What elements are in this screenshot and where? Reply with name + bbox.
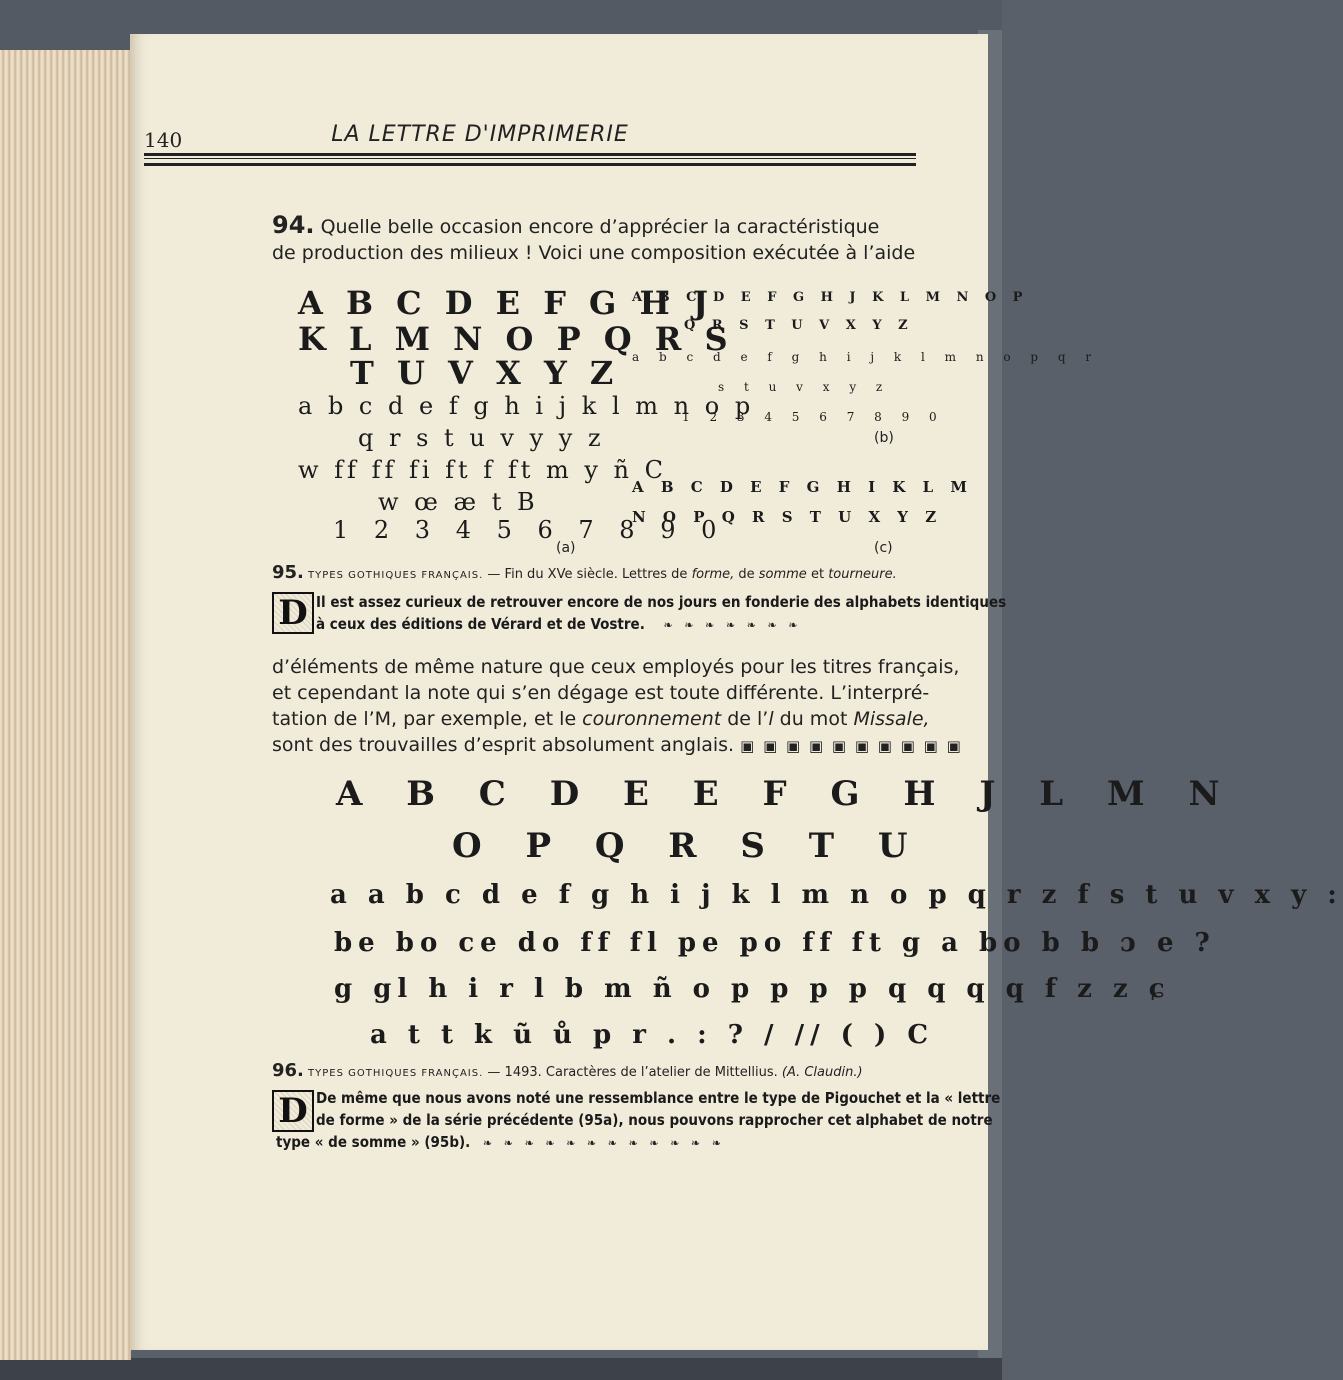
note1-dropcap: D [272, 592, 314, 634]
fig95-caption-tourneure: tourneure. [828, 567, 897, 582]
fig96-abbrev-row3: a t t k ũ ů p r . : ? / // ( ) C [370, 1020, 935, 1050]
fig95b-digits: 1 2 3 4 5 6 7 8 9 0 [682, 410, 945, 424]
note2-line3 [276, 1132, 725, 1153]
paragraph-line4-text: sont des trouvailles d’esprit absolument anglais. [272, 734, 735, 756]
fig95-caption-text: — Fin du XVe siècle. Lettres de [483, 567, 692, 582]
fig95b-lower-row2: s t u v x y z [718, 380, 891, 394]
paragraph-line1: d’éléments de même nature que ceux employés pour les titres français, [272, 656, 960, 678]
fig95-caption-types: TYPES GOTHIQUES FRANÇAIS. [308, 570, 484, 581]
paragraph-ornament: ▣ ▣ ▣ ▣ ▣ ▣ ▣ ▣ ▣ ▣ [740, 737, 963, 755]
fig96-caption-number: 96. [272, 1060, 304, 1081]
paragraph-line3 [272, 706, 930, 732]
note2-line1: De même que nous avons noté une ressemblance entre le type de Pigouchet et la « lettre [316, 1089, 1001, 1107]
fig95a-ligatures-row1: w ff ff fi ft f ft m y ñ C [298, 456, 667, 484]
section-94-line2: de production des milieux ! Voici une composition exécutée à l’aide [272, 242, 916, 264]
fig96-caps-row2: O P Q R S T U [452, 826, 924, 866]
fig96-caption-credit: (A. Claudin.) [781, 1065, 863, 1080]
note2-line2: de forme » de la série précédente (95a), nous pouvons rapprocher cet alphabet de notre [316, 1111, 993, 1129]
header-rule-bottom [144, 163, 916, 166]
note1-line2 [316, 614, 801, 635]
note1-line1: Il est assez curieux de retrouver encore de nos jours en fonderie des alphabets identiques [316, 593, 1007, 611]
paragraph-line4 [272, 732, 963, 759]
fig95a-caps-row2: K L M N O P Q R S [298, 320, 734, 358]
paragraph-line2: et cependant la note qui s’en dégage est toute différente. L’interpré- [272, 682, 930, 704]
fig96-abbrev-row1: be bo ce do ff fl pe po ff ft g a bo b b ɔ e ? [334, 928, 1216, 958]
header-rule-top [144, 153, 916, 156]
fig96-caption [272, 1060, 863, 1081]
paragraph-line3-l: l [768, 708, 774, 730]
fig95c-caps-row2: N O P Q R S T U X Y Z [632, 508, 943, 526]
fig95a-caps-row1: A B C D E F G H J [298, 284, 715, 322]
fig96-caps-row1: A B C D E E F G H J L M N [336, 774, 1236, 814]
fig95c-label: (c) [874, 540, 893, 556]
note1-line2-text: à ceux des éditions de Vérard et de Vostre. [316, 615, 645, 633]
note2-ornament: ❧ ❧ ❧ ❧ ❧ ❧ ❧ ❧ ❧ ❧ ❧ ❧ [482, 1136, 725, 1150]
fig95-caption-somme: somme [758, 567, 807, 582]
fig95a-lower-row1: a b c d e f g h i j k l m n o p [298, 392, 755, 420]
fig95a-ligatures-row2: w œ æ t B [378, 488, 539, 516]
fig95-caption-number: 95. [272, 562, 304, 583]
section-94-line1 [272, 212, 879, 240]
paragraph-line3-a: tation de l’M, par exemple, et le [272, 708, 583, 730]
fig95b-label: (b) [874, 430, 894, 446]
paragraph-line3-e: du mot [773, 708, 854, 730]
note2-dropcap: D [272, 1090, 314, 1132]
note2-line3-text: type « de somme » (95b). [276, 1133, 471, 1151]
fig95b-lower-row1: a b c d e f g h i j k l m n o p q r [632, 350, 1100, 364]
fig95-caption [272, 562, 897, 583]
note1-ornament: ❧ ❧ ❧ ❧ ❧ ❧ ❧ [663, 618, 802, 632]
fig95-caption-et: et [806, 567, 829, 582]
fig95c-caps-row1: A B C D E F G H I K L M [632, 478, 973, 496]
fig95a-digits: 1 2 3 4 5 6 7 8 9 0 [333, 516, 726, 544]
fig96-caption-types: TYPES GOTHIQUES FRANÇAIS. [308, 1068, 484, 1079]
fig95-caption-de: de [734, 567, 759, 582]
fig95b-caps-row1: A B C D E F G H J K L M N O P [632, 290, 1029, 305]
fig95b-caps-row2: Q R S T U V X Y Z [684, 318, 914, 333]
fig96-abbrev-row2: g gl h i r l b m ñ o p p p p q q q q f z z ɕ [334, 974, 1171, 1004]
fig95a-caps-row3: T U V X Y Z [350, 354, 620, 392]
book-cover-bottom [0, 1358, 1002, 1380]
page-edges [0, 50, 131, 1360]
section-number: 94. [272, 211, 315, 239]
header-rule-middle [144, 158, 916, 159]
page-number: 140 [144, 128, 183, 152]
running-head: LA LETTRE D'IMPRIMERIE [331, 122, 629, 147]
fig95a-lower-row2: q r s t u v y y z [358, 424, 605, 452]
paragraph-line3-c: de l’ [721, 708, 769, 730]
fig96-caption-text: — 1493. Caractères de l’atelier de Mittellius. [483, 1065, 778, 1080]
paragraph-line3-missale: Missale, [853, 708, 930, 730]
fig95a-label: (a) [556, 540, 576, 556]
section-94-text: Quelle belle occasion encore d’apprécier la caractéristique [320, 216, 880, 238]
fig96-lower-row: a a b c d e f g h i j k l m n o p q r z f s t u v x y : [330, 880, 1343, 910]
paragraph-line3-couronnement: couronnement [582, 708, 722, 730]
fig95-caption-forme: forme, [691, 567, 735, 582]
